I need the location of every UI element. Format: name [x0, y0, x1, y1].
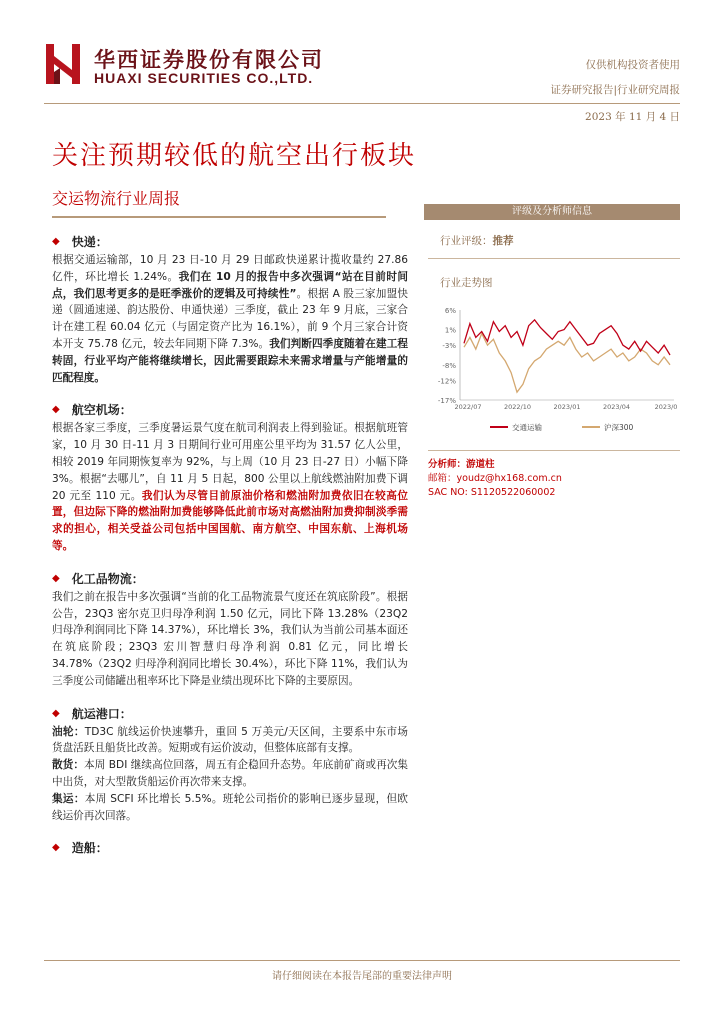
section-airport [52, 400, 408, 554]
analyst-row: 分析师：游道柱 [428, 459, 495, 470]
section-express [52, 232, 408, 386]
legend-label: 交通运输 [512, 423, 542, 432]
x-tick-label: 2023/0 [654, 403, 678, 411]
diamond-bullet-icon: ◆ [52, 572, 60, 584]
company-name-cn: 华西证券股份有限公司 [94, 47, 324, 72]
section-heading: 航空机场： [71, 403, 132, 418]
analyst-email[interactable]: youdz@hx168.com.cn [456, 473, 562, 484]
section-shipping [52, 704, 408, 825]
company-name-en: HUAXI SECURITIES CO.,LTD. [94, 70, 314, 86]
y-tick-label: -8% [442, 361, 456, 370]
investor-notice: 仅供机构投资者使用 [585, 59, 680, 71]
section-text: 根据各家三季度，三季度暑运景气度在航司利润表上得到验证。根据航班管家，10 月 30 日-11 月 3 日期间行业可用座公里平均为 31.57 亿人公里，相较 2019 年同期恢复率为 92%，与上周（10 月 23 日-27 日）小幅下降 3%。根据“去哪儿”，自 11 月 5 日起，800 公里以上航线燃油附加费下调 20 元至 110 元。我们认为尽管目前原油价格和燃油附加费依旧在较高位置，但边际下降的燃油附加费能够降低此前市场对高燃油附加费抑制淡季需求的担心，相关受益公司包括中国国航、南方航空、中国东航、上海机场等。 [52, 422, 408, 552]
section-heading: 航运港口： [71, 706, 132, 721]
report-category: 证券研究报告|行业研究周报 [550, 84, 680, 96]
section-chemical [52, 569, 408, 690]
y-tick-label: -17% [437, 397, 456, 405]
sidebar-divider [428, 258, 680, 259]
diamond-bullet-icon: ◆ [52, 707, 60, 719]
analyst-info [428, 458, 680, 500]
y-tick-label: 6% [444, 307, 456, 315]
section-shipbuilding [52, 838, 408, 858]
email-row: 邮箱：youdz@hx168.com.cn [428, 473, 562, 484]
x-tick-label: 2023/01 [553, 403, 581, 411]
rating-panel-title: 评级及分析师信息 [424, 204, 680, 220]
diamond-bullet-icon: ◆ [52, 842, 60, 854]
report-title: 关注预期较低的航空出行板块 [52, 141, 417, 171]
shipping-container: 集运：本周 SCFI 环比增长 5.5%。班轮公司指价的影响已逐步显现，但欧线运价再次回落。 [52, 792, 409, 822]
header-divider [44, 103, 680, 104]
series-line [464, 320, 670, 355]
sac-number: SAC NO: S1120522060002 [428, 487, 556, 498]
report-date: 2023 年 11 月 4 日 [585, 111, 680, 123]
sidebar-divider [428, 450, 680, 451]
shipping-bulk: 散货：本周 BDI 继续高位回落，周五有企稳回升态势。年底前矿商或再次集中出货，对大型散货船运价再次带来支撑。 [52, 759, 408, 788]
y-tick-label: -12% [437, 377, 456, 386]
section-text: 我们之前在报告中多次强调“当前的化工品物流景气度还在筑底阶段”。根据公告，23Q3 密尔克卫归母净利润 1.50 亿元，同比下降 13.28%（23Q2 归母净利润同比下降 14.37%），环比增长 3%，我们认为当前公司基本面还在筑底阶段；23Q3 宏川智慧归母净利润 0.81 亿元，同比增长 34.78%（23Q2 归母净利润同比增长 30.4%），环比下降 11%，我们认为三季度公司储罐出租率环比下降是业绩出现环比下降的主要原因。 [52, 590, 408, 687]
series-line [464, 334, 670, 393]
shipping-oil: 油轮：TD3C 航线运价快速攀升，重回 5 万美元/天区间，主要系中东市场货盘活跃且船货比改善。短期或有运价波动，但整体底部有支撑。 [52, 725, 409, 755]
report-body [52, 232, 408, 858]
section-heading: 快递： [71, 235, 108, 249]
y-tick-label: 1% [444, 326, 456, 335]
x-tick-label: 2022/10 [503, 403, 532, 411]
section-text: 根据交通运输部，10 月 23 日-10 月 29 日邮政快递累计揽收量约 27.86 亿件，环比增长 1.24%。我们在 10 月的报告中多次强调“站在目前时间点，我们思考更多的是旺季涨价的逻辑及可持续性”。根据 A 股三家加盟快递（圆通速递、韵达股份、申通快递）三季度，截止 23 年 9 月底，三家合计在建工程 60.04 亿元（与固定资产比为 16.1%），前 9 个月三家合计资本开支 75.78 亿元，较去年同期下降 7.3%。我们判断四季度随着在建工程转固，行业平均产能将继续增长，因此需要跟踪未来需求增量与产能增量的匹配程度。 [52, 254, 409, 384]
trend-chart-title: 行业走势图 [440, 277, 493, 289]
legal-notice: 请仔细阅读在本报告尾部的重要法律声明 [272, 971, 452, 982]
y-tick-label: -3% [442, 342, 456, 351]
industry-rating: 行业评级：推荐 [440, 235, 514, 247]
footer-divider [44, 960, 680, 961]
x-tick-label: 2022/07 [454, 403, 482, 411]
huaxi-logo-icon [44, 44, 82, 84]
subtitle-divider [52, 216, 386, 218]
diamond-bullet-icon: ◆ [52, 236, 60, 247]
section-heading: 化工品物流： [71, 571, 144, 586]
section-heading: 造船： [71, 841, 108, 856]
report-subtitle: 交运物流行业周报 [52, 189, 181, 208]
industry-trend-chart [428, 300, 680, 440]
legend-label: 沪深300 [604, 423, 634, 432]
x-tick-label: 2023/04 [602, 403, 631, 411]
diamond-bullet-icon: ◆ [52, 404, 60, 416]
